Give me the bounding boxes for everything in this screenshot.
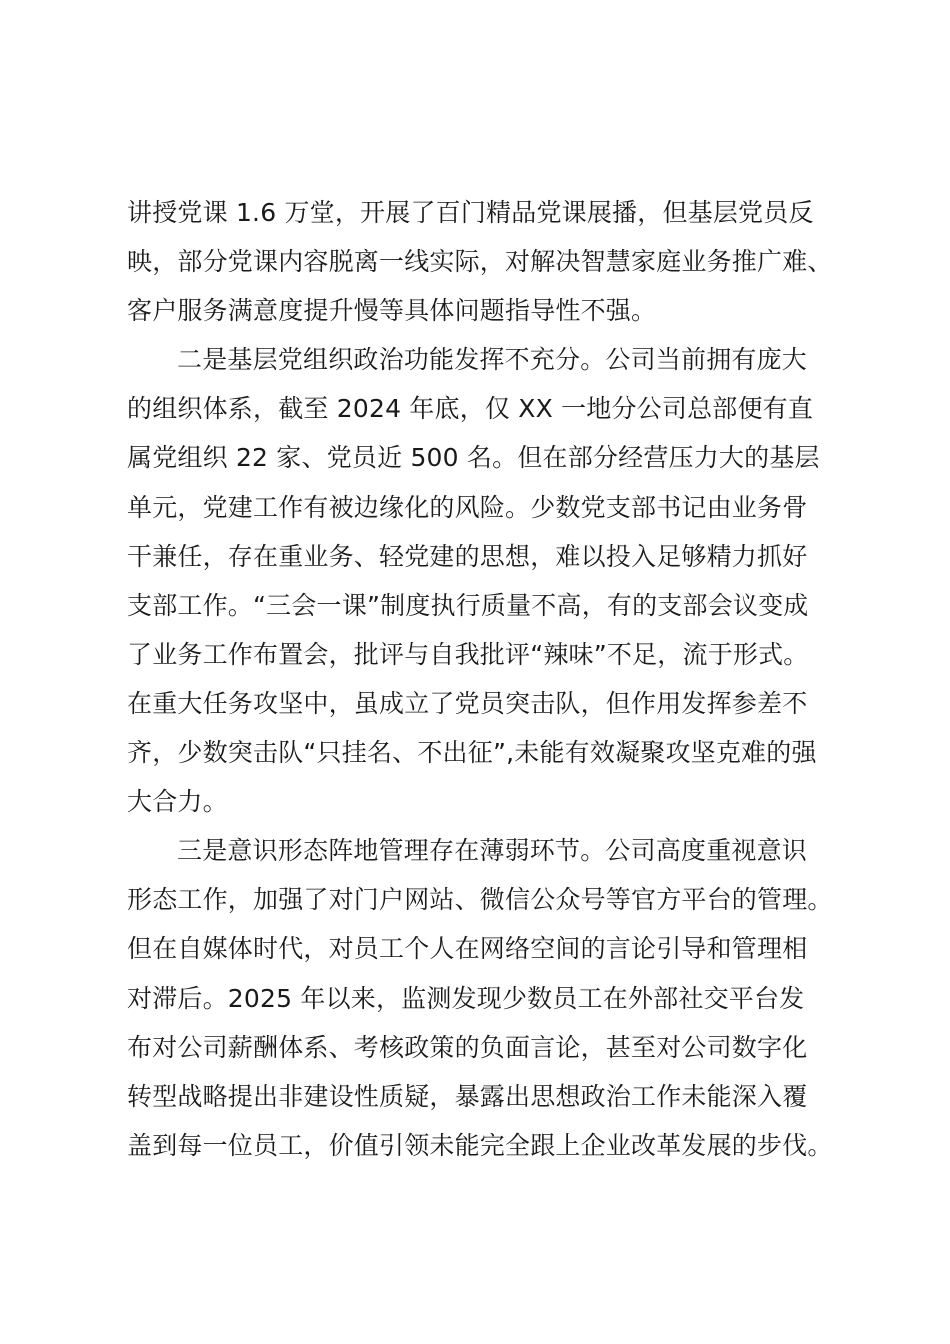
text-line: 单元，党建工作有被边缘化的风险。少数党支部书记由业务骨 xyxy=(127,492,808,522)
paragraph-1 xyxy=(127,188,832,335)
text-line: 讲授党课 1.6 万堂，开展了百门精品党课展播，但基层党员反 xyxy=(127,198,814,227)
paragraph-3 xyxy=(127,826,832,1170)
text-line: 属党组织 22 家、党员近 500 名。但在部分经营压力大的基层 xyxy=(127,443,820,473)
document-body xyxy=(127,188,832,1170)
text-line: 对滞后。2025 年以来，监测发现少数员工在外部社交平台发 xyxy=(127,983,805,1013)
text-line: 但在自媒体时代，对员工个人在网络空间的言论引导和管理相 xyxy=(127,934,808,964)
text-line: 大合力。 xyxy=(127,787,228,817)
text-line: 形态工作，加强了对门户网站、微信公众号等官方平台的管理。 xyxy=(127,885,833,915)
paragraph-2 xyxy=(127,335,832,826)
text-line: 的组织体系，截至 2024 年底，仅 XX 一地分公司总部便有直 xyxy=(127,394,814,424)
text-line: 干兼任，存在重业务、轻党建的思想，难以投入足够精力抓好 xyxy=(127,541,808,571)
text-line: 了业务工作布置会，批评与自我批评“辣味”不足，流于形式。 xyxy=(127,639,809,669)
text-line: 映，部分党课内容脱离一线实际，对解决智慧家庭业务推广难、 xyxy=(127,247,833,277)
text-line: 盖到每一位员工，价值引领未能完全跟上企业改革发展的步伐。 xyxy=(127,1130,833,1160)
text-line: 支部工作。“三会一课”制度执行质量不高，有的支部会议变成 xyxy=(127,590,809,620)
text-line-indented: 三是意识形态阵地管理存在薄弱环节。公司高度重视意识 xyxy=(177,836,808,866)
text-line: 布对公司薪酬体系、考核政策的负面言论，甚至对公司数字化 xyxy=(127,1032,808,1062)
text-line: 齐，少数突击队“只挂名、不出征”,未能有效凝聚攻坚克难的强 xyxy=(127,738,817,768)
text-line: 在重大任务攻坚中，虽成立了党员突击队，但作用发挥参差不 xyxy=(127,688,808,718)
text-line-indented: 二是基层党组织政治功能发挥不充分。公司当前拥有庞大 xyxy=(177,345,808,375)
text-line: 转型战略提出非建设性质疑，暴露出思想政治工作未能深入覆 xyxy=(127,1081,808,1111)
text-line: 客户服务满意度提升慢等具体问题指导性不强。 xyxy=(127,296,657,326)
